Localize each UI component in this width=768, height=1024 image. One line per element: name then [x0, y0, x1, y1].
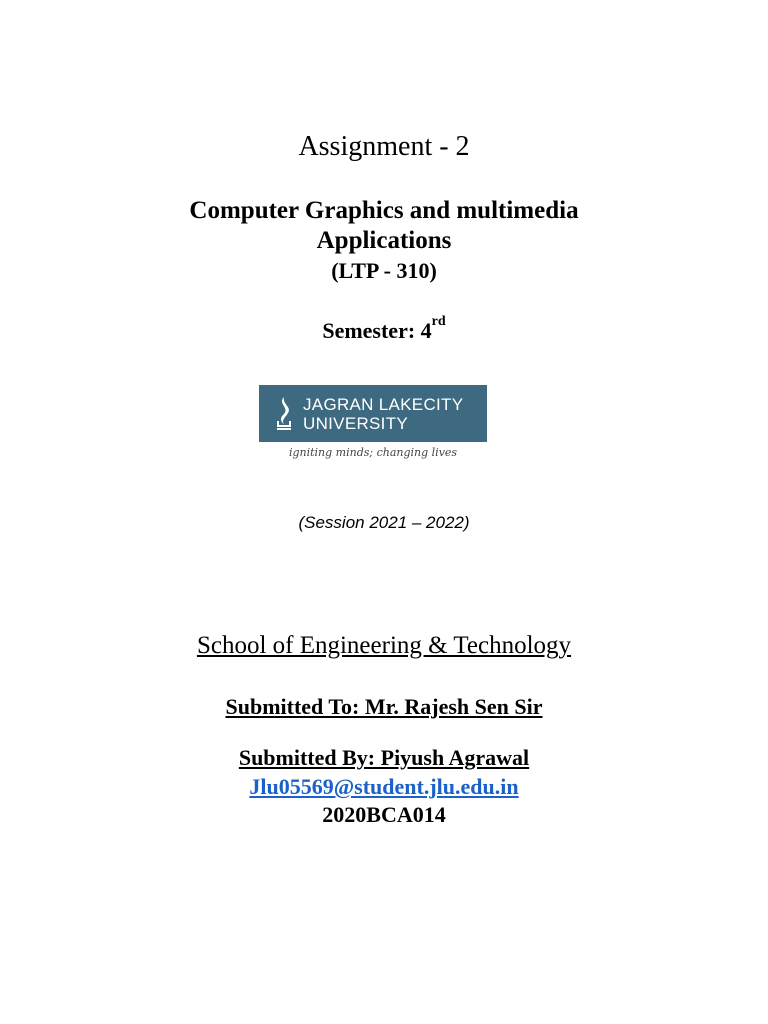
submitted-to: Submitted To: Mr. Rajesh Sen Sir: [225, 694, 543, 719]
flame-logo-icon: [273, 395, 295, 433]
semester-label: Semester: 4: [322, 318, 432, 343]
logo-line-1: JAGRAN LAKECITY: [303, 394, 464, 414]
university-logo: [259, 385, 487, 459]
subject-line-2: Applications: [316, 227, 452, 254]
email-link[interactable]: Jlu05569@student.jlu.edu.in: [249, 774, 519, 799]
school-name: School of Engineering & Technology: [196, 632, 572, 659]
ltp-code: (LTP - 310): [331, 258, 437, 283]
roll-number: 2020BCA014: [322, 802, 446, 827]
logo-text: [303, 395, 463, 433]
semester: [0, 314, 768, 344]
logo-banner: [259, 385, 487, 442]
semester-suffix: rd: [431, 314, 446, 329]
logo-tagline: igniting minds; changing lives: [288, 446, 458, 459]
logo-line-2: UNIVERSITY: [303, 413, 409, 433]
assignment-title: Assignment - 2: [298, 131, 470, 162]
submitted-by: Submitted By: Piyush Agrawal: [238, 745, 530, 770]
subject-line-1: Computer Graphics and multimedia: [189, 197, 579, 224]
subject-title: [0, 196, 768, 256]
session: (Session 2021 – 2022): [298, 513, 470, 532]
